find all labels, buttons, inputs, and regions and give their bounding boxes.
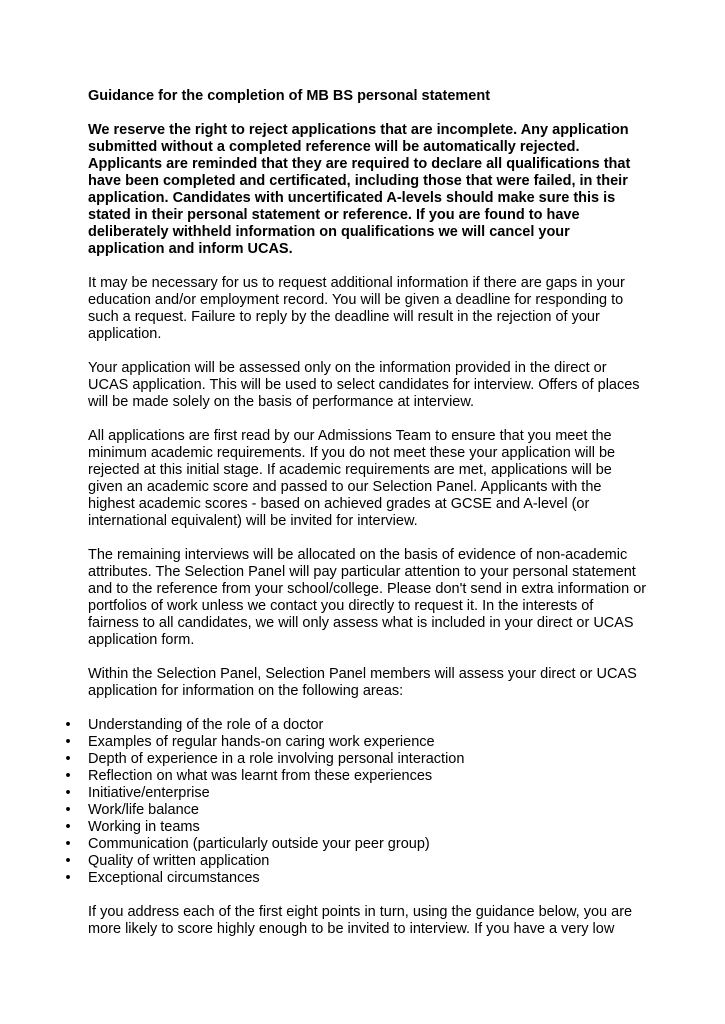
list-item-text: Exceptional circumstances bbox=[88, 870, 260, 886]
bullet-icon: • bbox=[65, 734, 71, 750]
document-title: Guidance for the completion of MB BS personal statement bbox=[88, 88, 491, 104]
list-item bbox=[65, 853, 648, 870]
list-item-text: Initiative/enterprise bbox=[88, 785, 210, 801]
paragraph-closing: If you address each of the first eight points in turn, using the guidance below, you are more likely to score highly enough to be invited to interview. If you have a very low bbox=[88, 904, 633, 937]
bullet-icon: • bbox=[65, 751, 71, 767]
paragraph-remaining-interviews: The remaining interviews will be allocated on the basis of evidence of non-academic attributes. The Selection Panel will pay particular attention to your personal statement and to the reference from your school/college. Please don't send in extra information or portfolios of work unless we contact you directly to request it. In the interests of fairness to all candidates, we will only assess what is included in your direct or UCAS application form. bbox=[88, 547, 647, 648]
list-item-text: Work/life balance bbox=[88, 802, 199, 818]
list-item bbox=[65, 768, 648, 785]
list-item-text: Understanding of the role of a doctor bbox=[88, 717, 324, 733]
paragraph-admissions-team: All applications are first read by our Admissions Team to ensure that you meet the minimum academic requirements. If you do not meet these your application will be rejected at this initial stage. If academic requirements are met, applications will be given an academic score and passed to our Selection Panel. Applicants with the highest academic scores - based on achieved grades at GCSE and A-level (or international equivalent) will be invited for interview. bbox=[88, 428, 616, 529]
list-item-text: Quality of written application bbox=[88, 853, 270, 869]
list-item-text: Examples of regular hands-on caring work experience bbox=[88, 734, 435, 750]
bullet-icon: • bbox=[65, 768, 71, 784]
list-item-text: Working in teams bbox=[88, 819, 200, 835]
list-item bbox=[65, 802, 648, 819]
paragraph-selection-panel: Within the Selection Panel, Selection Panel members will assess your direct or UCAS application for information on the following areas: bbox=[88, 666, 637, 699]
list-item bbox=[65, 836, 648, 853]
assessment-areas-list bbox=[65, 717, 648, 887]
list-item bbox=[65, 751, 648, 768]
document-page bbox=[65, 88, 648, 955]
list-item bbox=[65, 717, 648, 734]
bullet-icon: • bbox=[65, 785, 71, 801]
bullet-icon: • bbox=[65, 819, 71, 835]
bullet-icon: • bbox=[65, 836, 71, 852]
list-item bbox=[65, 734, 648, 751]
list-item-text: Communication (particularly outside your peer group) bbox=[88, 836, 430, 852]
bullet-icon: • bbox=[65, 802, 71, 818]
list-item bbox=[65, 819, 648, 836]
paragraph-additional-information: It may be necessary for us to request additional information if there are gaps in your education and/or employment record. You will be given a deadline for responding to such a request. Failure to reply by the deadline will result in the rejection of your application. bbox=[88, 275, 625, 342]
warning-paragraph: We reserve the right to reject applications that are incomplete. Any application submitted without a completed reference will be automatically rejected. Applicants are reminded that they are required to declare all qualifications that have been completed and certificated, including those that were failed, in their application. Candidates with uncertificated A-levels should make sure this is stated in their personal statement or reference. If you are found to have deliberately withheld information on qualifications we will cancel your application and inform UCAS. bbox=[88, 122, 631, 257]
paragraph-assessment-basis: Your application will be assessed only on the information provided in the direct or UCAS application. This will be used to select candidates for interview. Offers of places will be made solely on the basis of performance at interview. bbox=[88, 360, 640, 410]
list-item bbox=[65, 870, 648, 887]
list-item-text: Reflection on what was learnt from these experiences bbox=[88, 768, 433, 784]
list-item-text: Depth of experience in a role involving personal interaction bbox=[88, 751, 465, 767]
list-item bbox=[65, 785, 648, 802]
bullet-icon: • bbox=[65, 717, 71, 733]
bullet-icon: • bbox=[65, 870, 71, 886]
bullet-icon: • bbox=[65, 853, 71, 869]
